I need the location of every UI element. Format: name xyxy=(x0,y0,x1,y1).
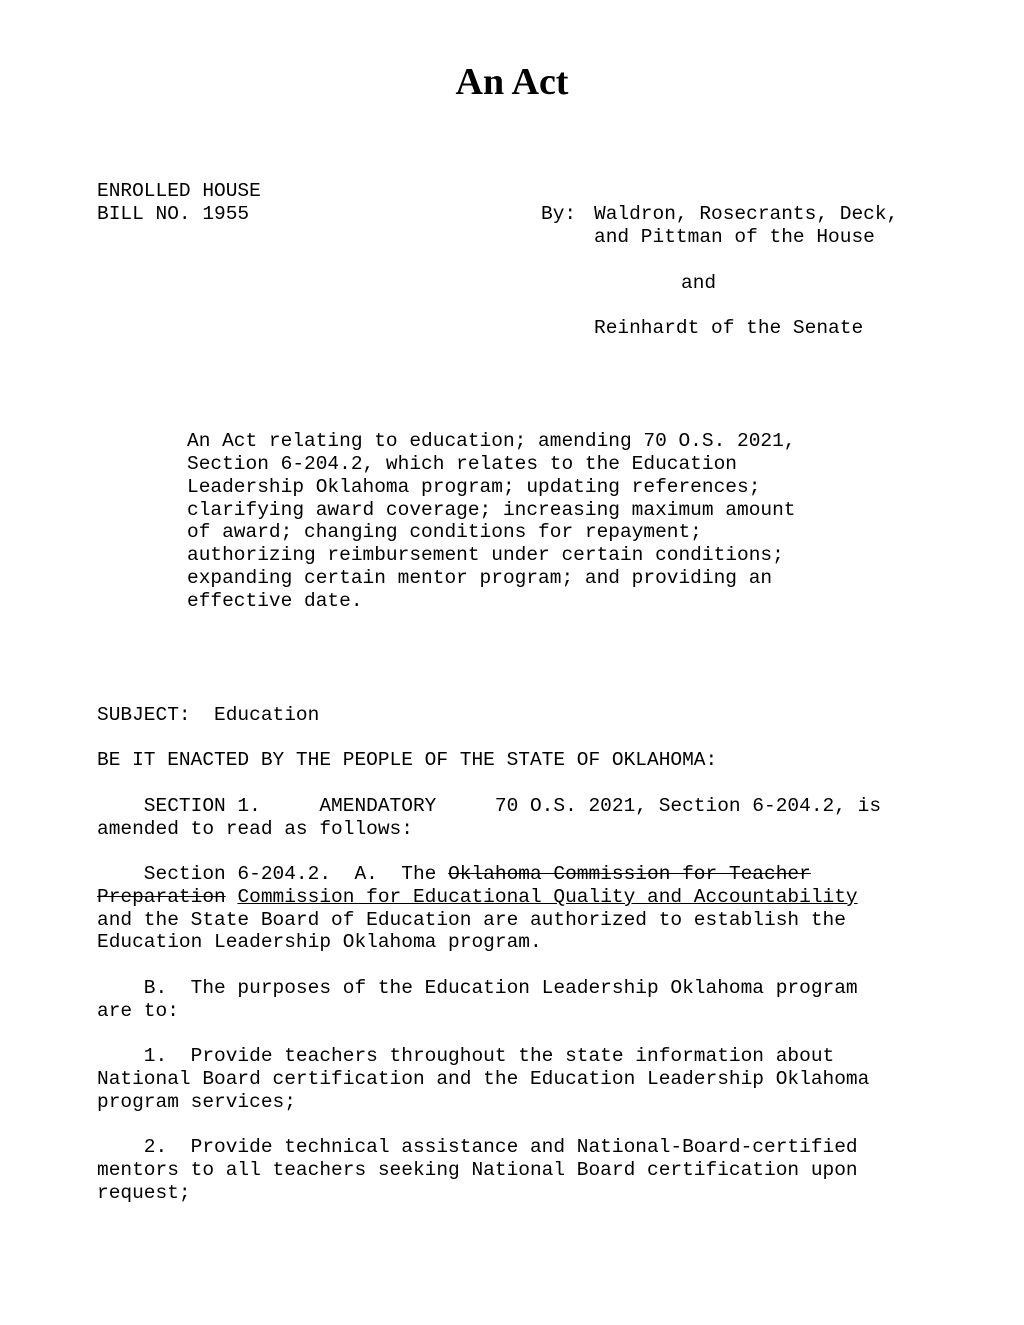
section-1-heading: SECTION 1. AMENDATORY 70 O.S. 2021, Section 6-204.2, is xyxy=(97,795,882,817)
senate-author: Reinhardt of the Senate xyxy=(594,317,864,339)
struck-text: Oklahoma Commission for Teacher xyxy=(448,863,811,885)
section-a-line-2 xyxy=(97,886,858,909)
house-authors-line-1: Waldron, Rosecrants, Deck, xyxy=(594,203,899,225)
summary-line: expanding certain mentor program; and providing an xyxy=(187,567,773,589)
enacting-clause: BE IT ENACTED BY THE PEOPLE OF THE STATE OF OKLAHOMA: xyxy=(97,749,718,771)
item-2-line: mentors to all teachers seeking National Board certification upon xyxy=(97,1159,858,1181)
section-a-prefix: Section 6-204.2. A. The xyxy=(97,863,449,885)
summary-line: Leadership Oklahoma program; updating references; xyxy=(187,476,761,498)
item-2-line: request; xyxy=(97,1182,191,1204)
section-a-line-3: and the State Board of Education are authorized to establish the xyxy=(97,909,846,931)
section-b-line-2: are to: xyxy=(97,1000,179,1022)
item-2-line: 2. Provide technical assistance and National-Board-certified xyxy=(97,1136,858,1158)
page-title: An Act xyxy=(455,61,569,103)
item-1-line: National Board certification and the Education Leadership Oklahoma xyxy=(97,1068,870,1090)
section-a-line-4: Education Leadership Oklahoma program. xyxy=(97,931,542,953)
item-1-line: program services; xyxy=(97,1091,296,1113)
and-separator: and xyxy=(681,272,717,294)
by-label: By: xyxy=(541,203,577,225)
summary-line: clarifying award coverage; increasing maximum amount xyxy=(187,499,796,521)
bill-number-line-1: ENROLLED HOUSE xyxy=(97,180,261,202)
summary-line: An Act relating to education; amending 70 O.S. 2021, xyxy=(187,430,796,452)
section-a-line-1 xyxy=(97,863,811,886)
summary-line: of award; changing conditions for repayment; xyxy=(187,521,702,543)
struck-text: Preparation xyxy=(97,886,226,908)
summary-line: authorizing reimbursement under certain conditions; xyxy=(187,544,784,566)
section-1-amended-line: amended to read as follows: xyxy=(97,818,413,840)
bill-number-line-2: BILL NO. 1955 xyxy=(97,203,250,225)
inserted-text: Commission for Educational Quality and Accountability xyxy=(237,886,858,908)
item-1-line: 1. Provide teachers throughout the state information about xyxy=(97,1045,835,1067)
section-b-line-1: B. The purposes of the Education Leadership Oklahoma program xyxy=(97,977,858,999)
summary-line: Section 6-204.2, which relates to the Education xyxy=(187,453,737,475)
summary-line: effective date. xyxy=(187,590,363,612)
house-authors-line-2: and Pittman of the House xyxy=(594,226,875,248)
subject-line: SUBJECT: Education xyxy=(97,704,320,726)
